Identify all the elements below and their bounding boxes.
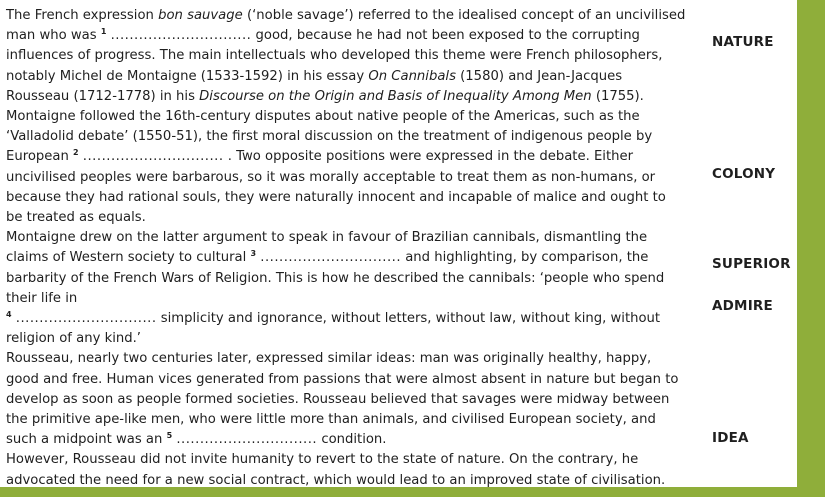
keyword-superior: SUPERIOR <box>712 256 791 272</box>
exercise-text <box>6 6 686 491</box>
keyword-admire: ADMIRE <box>712 298 773 314</box>
gap-4-blank[interactable]: .............................. <box>15 311 157 327</box>
paragraph-5: However, Rousseau did not invite humanity to revert to the state of nature. On the contrary, he advocated the need for a new social contract, which would lead to an improved state of civilisation. <box>6 452 666 488</box>
gap-number-2: 2 <box>73 148 79 158</box>
gap-1-blank[interactable]: .............................. <box>110 28 252 44</box>
gap-2-blank[interactable]: .............................. <box>82 149 224 165</box>
gap-number-3: 3 <box>250 249 257 259</box>
paragraph-3: Montaigne drew on the latter argument to speak in favour of Brazilian cannibals, dismantling the claims of Western society to cultural $^3$ .............................. and highlighting, by comparison, the barbarity of the French Wars of Religion. This is how he described the cannibals: ‘people who spend their life in $^4$ .............................. simplicity and ignorance, without letters, without law, without king, without religion of any kind.’ <box>6 230 665 347</box>
gap-number-1: 1 <box>100 27 107 37</box>
keyword-idea: IDEA <box>712 430 749 446</box>
gap-5-blank[interactable]: .............................. <box>176 432 318 448</box>
paragraph-2: Montaigne followed the 16th-century disputes about native people of the Americas, such as the ‘Valladolid debate’ (1550-51), the first moral discussion on the treatment of indigenous people by European $^2$ .............................. . Two opposite positions were expressed in the debate. Either uncivilised peoples were barbarous, so it was morally acceptable to treat them as non-humans, or because they had rational souls, they were naturally innocent and incapable of malice and ought to be treated as equals. <box>6 109 666 226</box>
gap-3-blank[interactable]: .............................. <box>260 250 402 266</box>
green-frame-right <box>797 0 825 497</box>
keyword-nature: NATURE <box>712 34 774 50</box>
paragraph-1: The French expression bon sauvage (‘noble savage’) referred to the idealised concept of an uncivilised man who was $^1$ .............................. good, because he had not been exposed to the corrupting influences of progress. The main intellectuals who developed this theme were French philosophers, notably Michel de Montaigne (1533-1592) in his essay On Cannibals (1580) and Jean-Jacques Rousseau (1712-1778) in his Discourse on the Origin and Basis of Inequality Among Men (1755). <box>6 8 686 104</box>
keyword-colony: COLONY <box>712 166 776 182</box>
gap-number-4: 4 <box>6 310 12 320</box>
paragraph-4: Rousseau, nearly two centuries later, expressed similar ideas: man was originally healthy, happy, good and free. Human vices generated from passions that were almost absent in nature but began to develop as soon as people formed societies. Rousseau believed that savages were midway between the primitive ape-like men, who were little more than animals, and civilised European society, and such a midpoint was an $^5$ .............................. condition. <box>6 351 679 448</box>
frame-corner <box>757 447 797 487</box>
gap-number-5: 5 <box>166 431 173 441</box>
